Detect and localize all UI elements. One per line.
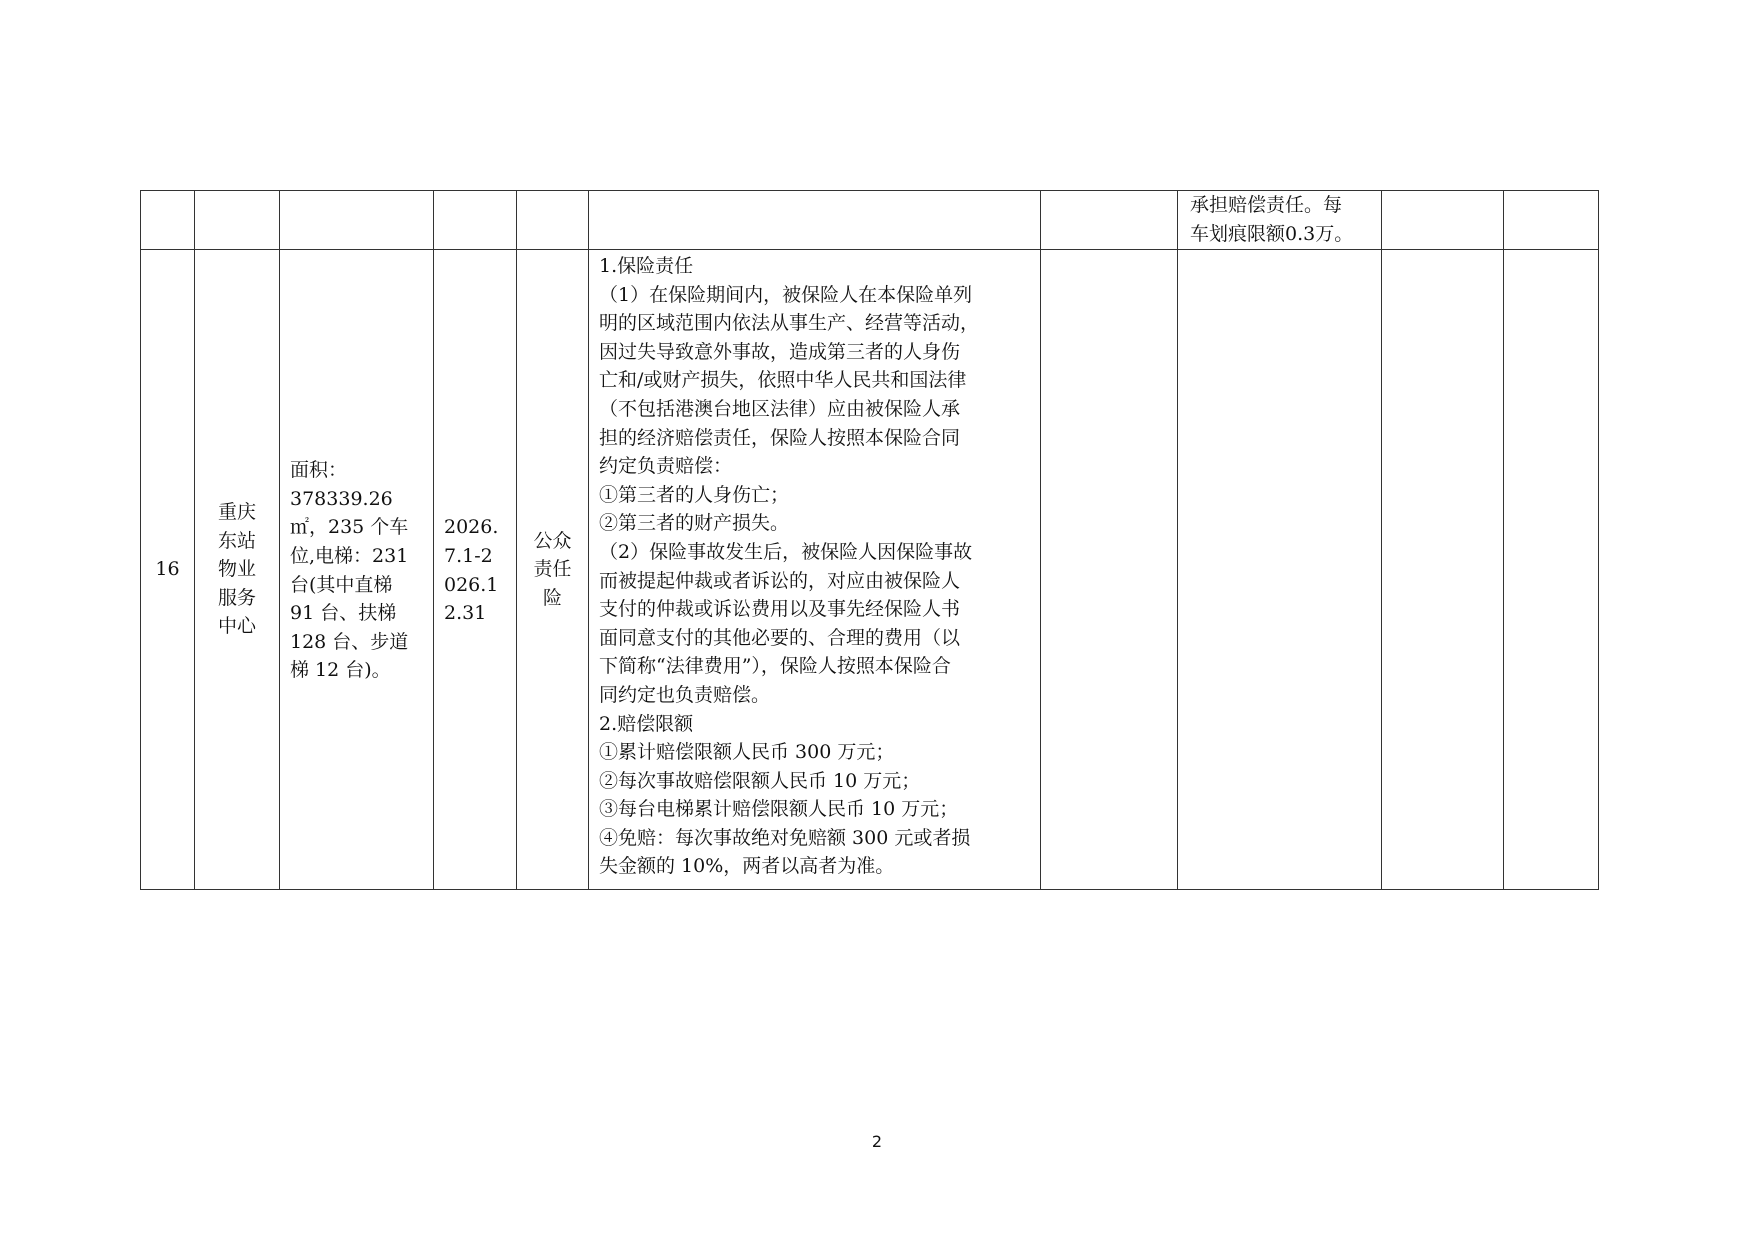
insurance-terms: 1.保险责任 （1）在保险期间内，被保险人在本保险单列 明的区域范围内依法从事生产、经营等活动， 因过失导致意外事故，造成第三者的人身伤 亡和/或财产损失，依照中华人民共和国法律 （不包括港澳台地区法律）应由被保险人承 担的经济赔偿责任，保险人按照本保险合同 约定负责赔偿： ①第三者的人身伤亡； ②第三者的财产损失。 （2）保险事故发生后，被保险人因保险事故 而被提起仲裁或者诉讼的，对应由被保险人 支付的仲裁或诉讼费用以及事先经保险人书 面同意支付的其他必要的、合理的费用（以 下简称“法律费用”），保险人按照本保险合 同约定也负责赔偿。 2.赔偿限额 ①累计赔偿限额人民币 300 万元； ②每次事故赔偿限额人民币 10 万元； ③每台电梯累计赔偿限额人民币 10 万元； ④免赔：每次事故绝对免赔额 300 元或者损 失金额的 10%，两者以高者为准。 [589, 250, 1041, 890]
table-row-continuation [141, 191, 1599, 250]
cell-col10 [1504, 191, 1599, 250]
unit-name: 重庆 东站 物业 服务 中心 [195, 250, 280, 890]
cell-col7 [1041, 191, 1178, 250]
cell-col10 [1504, 250, 1599, 890]
cell-col8 [1178, 250, 1382, 890]
cell-insurance-type [517, 191, 589, 250]
cell-col9 [1382, 250, 1504, 890]
page-number: 2 [871, 1132, 883, 1151]
cell-col7 [1041, 250, 1178, 890]
cell-col8: 承担赔偿责任。每 车划痕限额0.3万。 [1178, 191, 1382, 250]
insurance-period: 2026. 7.1-2 026.1 2.31 [434, 250, 517, 890]
cell-col9 [1382, 191, 1504, 250]
table-row-16 [141, 250, 1599, 890]
cell-unit [195, 191, 280, 250]
cell-terms [589, 191, 1041, 250]
insurance-type: 公众 责任 险 [517, 250, 589, 890]
cell-period [434, 191, 517, 250]
cell-index [141, 191, 195, 250]
cell-scope [280, 191, 434, 250]
row-index: 16 [141, 250, 195, 890]
insurance-table [140, 190, 1599, 890]
coverage-scope: 面积： 378339.26 ㎡，235 个车 位,电梯：231 台(其中直梯 91 台、扶梯 128 台、步道 梯 12 台)。 [280, 250, 434, 890]
